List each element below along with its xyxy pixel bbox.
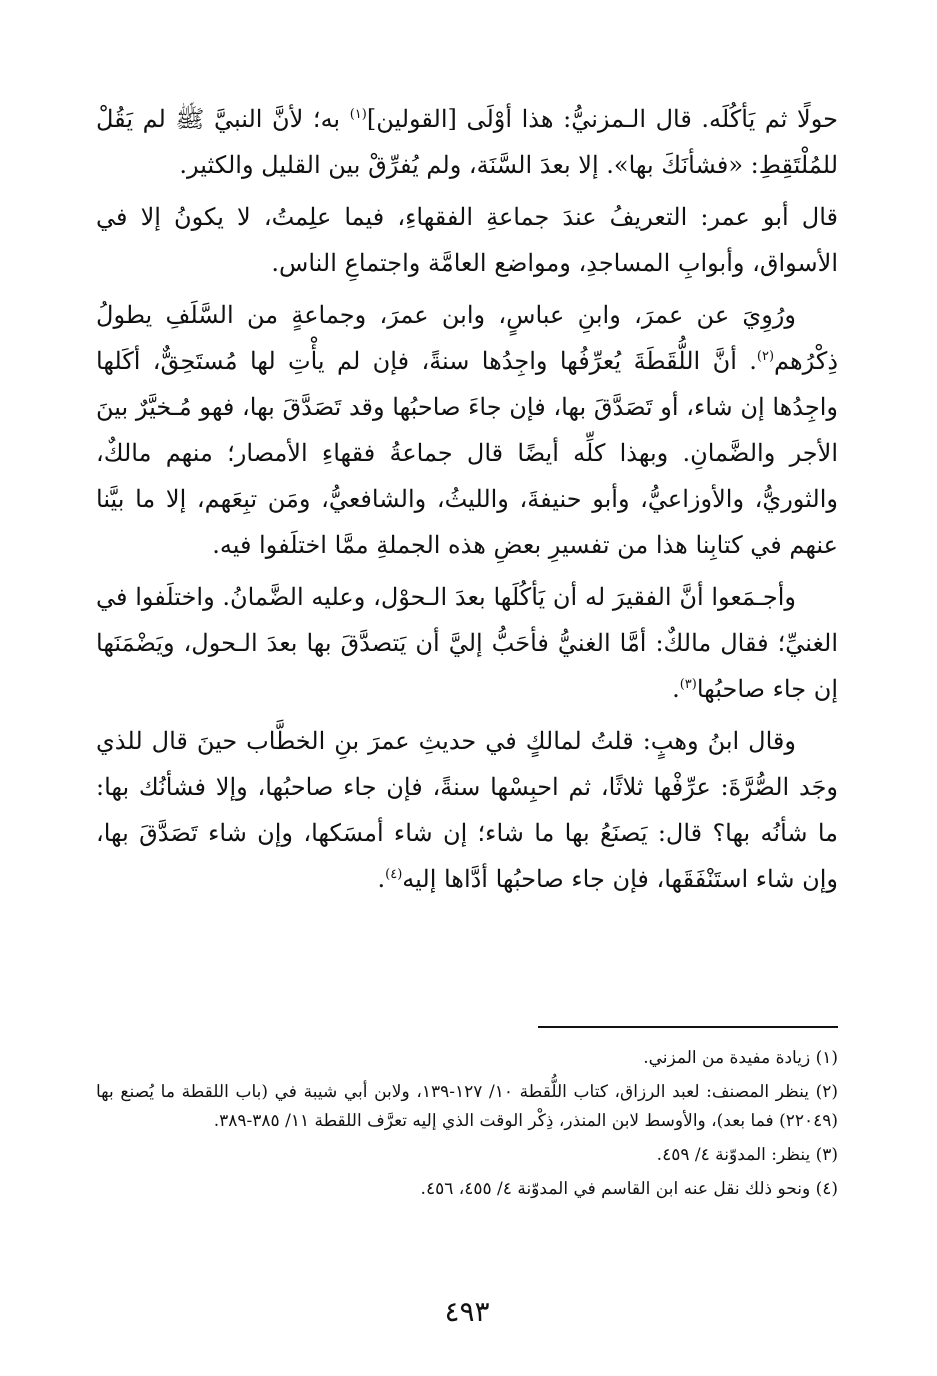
paragraph bbox=[96, 194, 838, 286]
paragraph-text: به؛ لأنَّ النبيَّ ﷺ لم يَقُلْ للمُلْتَقِطِ: «فشأنَكَ بها». إلا بعدَ السَّنَة، ولم يُفرِّقْ بين القليل والكثير. bbox=[96, 105, 838, 179]
paragraph-text: ورُوِيَ عن عمرَ، وابنِ عباسٍ، وابن عمرَ، وجماعةٍ من السَّلَفِ يطولُ ذِكْرُهم bbox=[96, 301, 839, 375]
footnote-ref: (٢) bbox=[756, 349, 775, 364]
footnote-divider bbox=[538, 1026, 838, 1028]
paragraph-text: . bbox=[377, 865, 386, 893]
paragraph bbox=[96, 718, 838, 902]
paragraph-text: . أنَّ اللُّقَطَةَ يُعرِّفُها واجِدُها سنةً، فإن لم يأْتِ لها مُستَحِقٌّ، أكَلها واجِدُها إن شاء، أو تَصَدَّقَ بها، فإن جاءَ صاحبُها وقد تَصَدَّقَ بها، فهو مُـخيَّرٌ بينَ الأجر والضَّمانِ. وبهذا كلِّه أيضًا قال جماعةُ فقهاءِ الأمصار؛ منهم مالكٌ، والثوريُّ، والأوزاعيُّ، وأبو حنيفةَ، والليثُ، والشافعيُّ، ومَن تبِعَهم، إلا ما بيَّنا عنهم في كتابِنا هذا من تفسيرِ بعضِ هذه الجملةِ ممَّا اختلَفوا فيه. bbox=[96, 347, 839, 559]
footnote-ref: (٣) bbox=[679, 677, 697, 692]
footnote-ref: (٤) bbox=[385, 867, 403, 882]
paragraph-text: حولًا ثم يَأكُلَه. قال الـمزنيُّ: هذا أوْلَى [القولين] bbox=[366, 105, 838, 133]
footnotes bbox=[96, 1044, 838, 1209]
paragraph bbox=[96, 292, 838, 568]
paragraph-text: وقال ابنُ وهبٍ: قلتُ لمالكٍ في حديثِ عمرَ بنِ الخطَّاب حينَ قال للذي وجَد الصُّرَّةَ: عرِّفْها ثلاثًا، ثم احبِسْها سنةً، فإن جاء صاحبُها، وإلا فشأنُك بها: ما شأنُه بها؟ قال: يَصنَعُ بها ما شاء؛ إن شاء أمسَكها، وإن شاء تَصَدَّقَ بها، وإن شاء استَنْفَقَها، فإن جاء صاحبُها أدَّاها إليه bbox=[96, 727, 838, 893]
paragraph bbox=[96, 96, 838, 188]
footnote: (٤) ونحو ذلك نقل عنه ابن القاسم في المدوّنة ٤/ ٤٥٥، ٤٥٦. bbox=[420, 1179, 838, 1199]
footnote: (٣) ينظر: المدوّنة ٤/ ٤٥٩. bbox=[656, 1145, 838, 1165]
footnote: (١) زيادة مفيدة من المزني. bbox=[643, 1048, 838, 1068]
book-page bbox=[96, 96, 838, 1336]
paragraph bbox=[96, 574, 838, 712]
main-text bbox=[96, 96, 838, 908]
paragraph-text: وأجـمَعوا أنَّ الفقيرَ له أن يَأكُلَها بعدَ الـحوْل، وعليه الضَّمانُ. واختلَفوا في الغنيِّ؛ فقال مالكٌ: أمَّا الغنيُّ فأحَبُّ إليَّ أن يَتصدَّقَ بها بعدَ الـحول، ويَضْمَنَها إن جاء صاحبُها bbox=[96, 583, 838, 703]
paragraph-text: . bbox=[672, 675, 680, 703]
footnote-ref: (١) bbox=[349, 107, 367, 122]
footnote: (٢) ينظر المصنف: لعبد الرزاق، كتاب اللُّقطة ١٠/ ١٢٧-١٣٩، ولابن أبي شيبة في (باب اللقطة ما يُصنع بها (٢٢٠٤٩) فما بعد)، والأوسط لابن المنذر، ذِكْر الوقت الذي إليه تعرَّف اللقطة ١١/ ٣٨٥-٣٨٩. bbox=[96, 1082, 838, 1131]
page-number: ٤٩٣ bbox=[444, 1295, 490, 1328]
paragraph-text: قال أبو عمر: التعريفُ عندَ جماعةِ الفقهاءِ، فيما علِمتُ، لا يكونُ إلا في الأسواق، وأبوابِ المساجدِ، ومواضع العامَّة واجتماعِ الناس. bbox=[96, 203, 838, 277]
